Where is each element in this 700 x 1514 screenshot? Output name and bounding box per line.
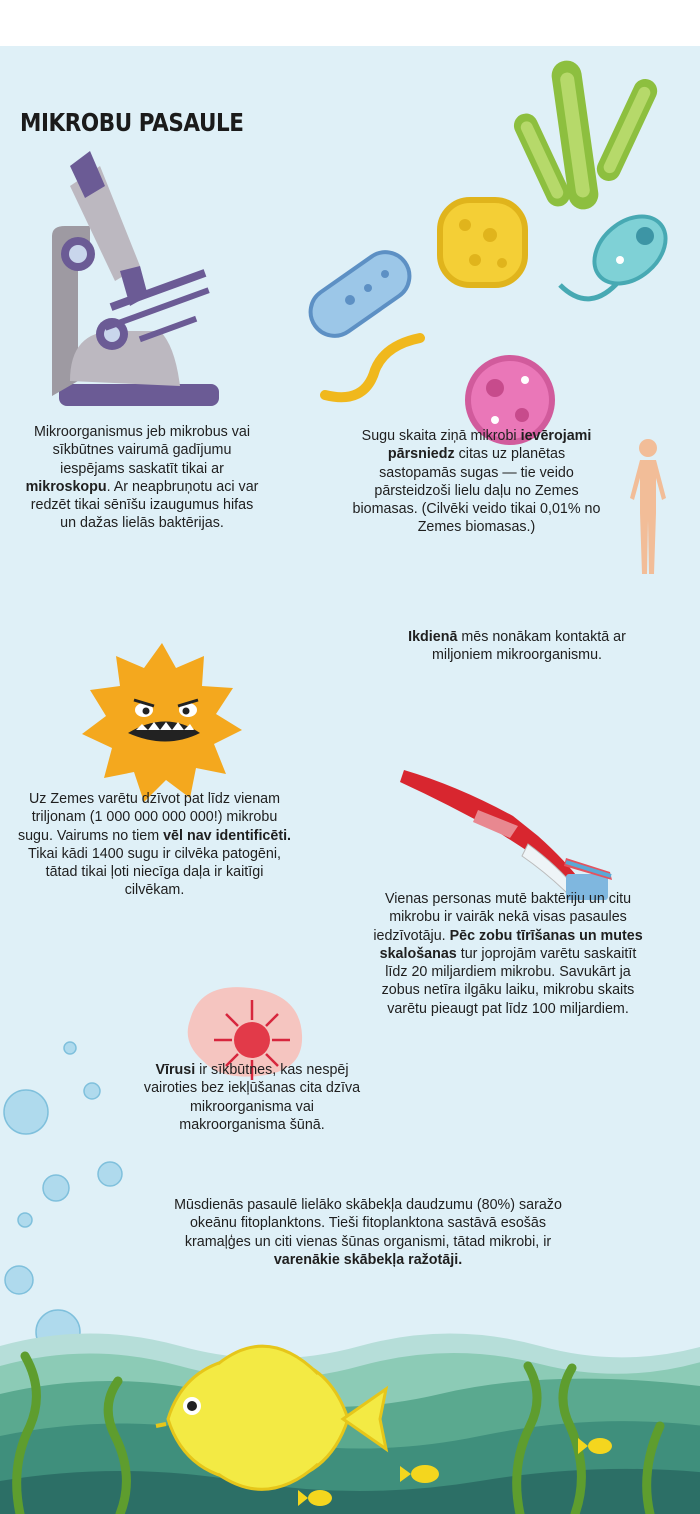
bold-run: Pēc zobu tīrīšanas un mutes skalošanas bbox=[379, 927, 643, 962]
bold-run: mikroskopu bbox=[25, 478, 107, 495]
text-run: citas uz planētas sastopamās sugas — tie veido pārsteidzoši lielu daļu no Zemes biomasas. (Cilvēki veido tikai 0,01% no Zemes biomasas.) bbox=[352, 446, 601, 536]
bold-run: Ikdienā bbox=[408, 629, 458, 645]
bold-run: Vīrusi bbox=[155, 1062, 196, 1078]
human-figure-icon bbox=[620, 438, 676, 578]
text-virus bbox=[140, 1061, 364, 1134]
microscope-icon bbox=[30, 146, 235, 411]
angry-germ-icon bbox=[78, 638, 246, 806]
text-run: mēs nonākam kontaktā ar miljoniem mikroorganismu. bbox=[431, 629, 626, 664]
text-run: Mikroorganismus jeb mikrobus vai sīkbūtnes vairumā gadījumu iespējams saskatīt tikai ar bbox=[33, 424, 251, 477]
text-species bbox=[348, 427, 605, 537]
bold-run: varenākie skābekļa ražotāji. bbox=[273, 1251, 463, 1268]
yellow-tang-fish-icon bbox=[148, 1334, 388, 1504]
text-run: Tikai kādi 1400 sugu ir cilvēka patogēni, tātad tikai ļoti niecīga daļa ir kaitīgi cilvēkam. bbox=[28, 845, 281, 899]
text-trillion bbox=[16, 790, 293, 900]
text-run: Vienas personas mutē baktēriju un citu mikrobu ir vairāk nekā visas pasaules iedzīvotāju. bbox=[373, 891, 632, 944]
bold-run: vēl nav identificēti. bbox=[163, 827, 292, 844]
page-title: MIKROBU PASAULE bbox=[20, 108, 244, 137]
text-run: . Ar neapbruņotu aci var redzēt tikai sēnīšu izaugumus hifas un dažas lielās baktērijas. bbox=[30, 478, 259, 532]
text-run: Mūsdienās pasaulē lielāko skābekļa daudzumu (80%) saražo okeānu fitoplanktons. Tieši fitoplanktona sastāvā esošās kramaļģes un citi vienas šūnas organismi, tātad mikrobi, ir bbox=[174, 1197, 562, 1250]
text-run: tur joprojām varētu saskaitīt līdz 20 miljardiem mikrobu. Savukārt ja zobus netīra ilgāku laiku, mikrobu skaits varētu pieaugt pat līdz 100 miljardiem. bbox=[381, 945, 637, 1017]
text-mouth bbox=[370, 890, 646, 1018]
infographic-page bbox=[0, 46, 700, 1514]
microbes-icon bbox=[290, 60, 680, 463]
text-run: Sugu skaita ziņā mikrobi bbox=[361, 428, 521, 444]
text-microscope bbox=[22, 423, 262, 533]
text-run: ir sīkbūtnes, kas nespēj vairoties bez iekļūšanas cita dzīva mikroorganisma vai makroorganisma šūnā. bbox=[143, 1062, 361, 1133]
bold-run: ievērojami pārsniedz bbox=[387, 428, 592, 463]
text-plankton bbox=[170, 1196, 566, 1269]
text-run: Uz Zemes varētu dzīvot pat līdz vienam triljonam (1 000 000 000 000!) mikrobu sugu. Vairums no tiem bbox=[17, 791, 281, 844]
text-daily bbox=[386, 628, 648, 665]
